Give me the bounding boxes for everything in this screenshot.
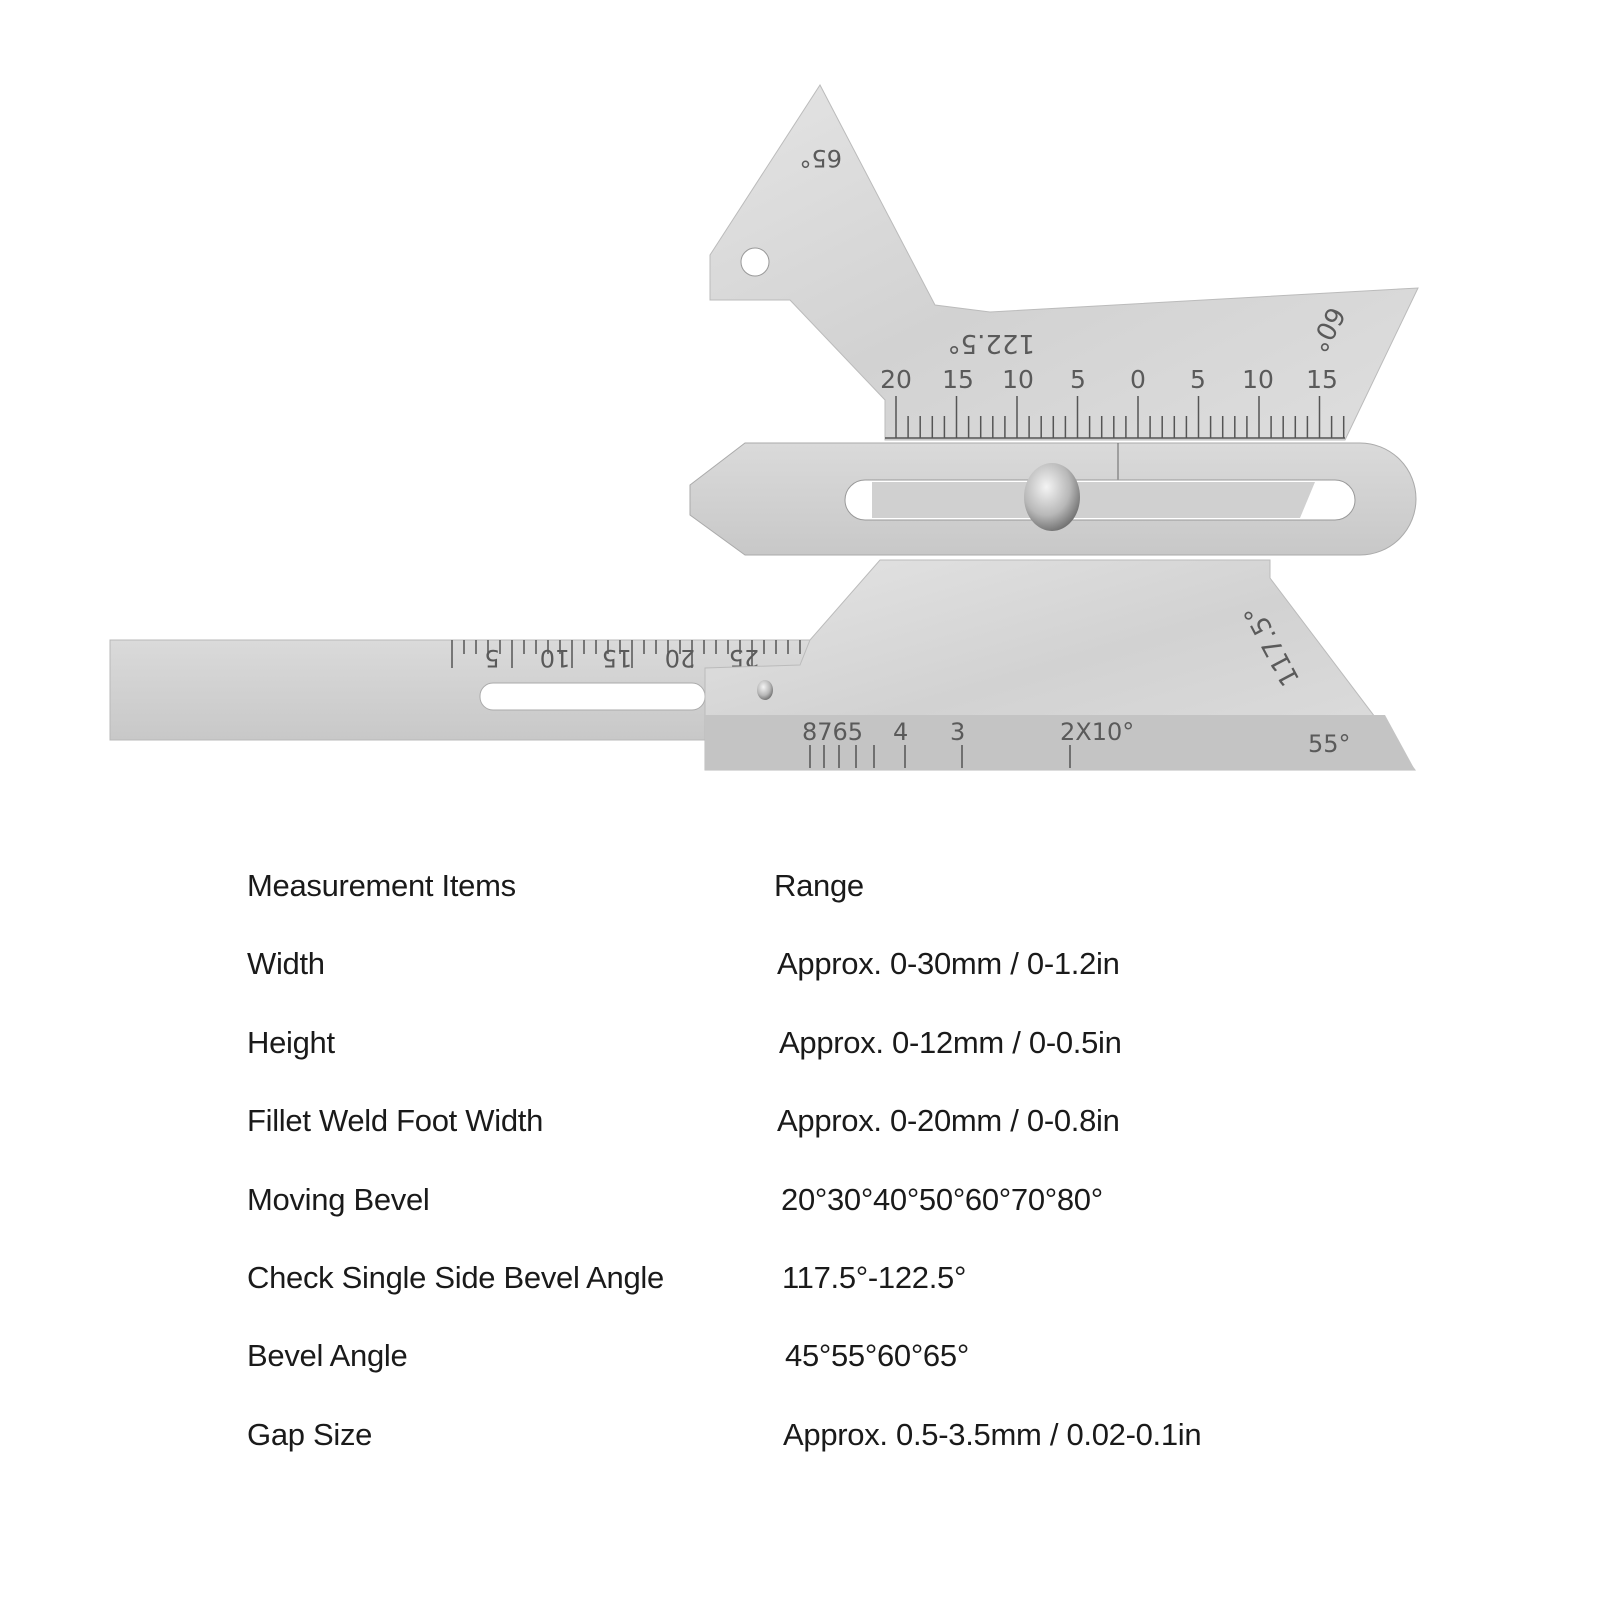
angle-65-label: 65° [799,144,842,172]
gap-scale-label: 8765 [802,718,864,746]
top-scale-label: 20 [880,365,912,394]
spec-range: Approx. 0-12mm / 0-0.5in [779,1024,1122,1060]
hang-hole [741,248,769,276]
spec-range: Approx. 0.5-3.5mm / 0.02-0.1in [783,1416,1202,1452]
spec-range: 117.5°-122.5° [782,1259,967,1295]
header-measurement-items: Measurement Items [247,868,516,903]
spec-range: 45°55°60°65° [785,1338,969,1374]
moving-bevel-slider[interactable] [690,443,1416,555]
spec-item: Moving Bevel [247,1181,430,1217]
top-scale-label: 15 [1306,365,1338,394]
left-scale-label: 5 [484,644,500,672]
angle-60-label: 60° [1302,301,1351,357]
spec-header-row [247,868,1447,946]
spec-item: Check Single Side Bevel Angle [247,1259,664,1295]
top-scale-label: 5 [1190,365,1206,394]
spec-row [247,1417,1447,1495]
spec-item: Bevel Angle [247,1338,408,1374]
spec-row [247,1182,1447,1260]
welding-gauge-photo [0,0,1601,800]
spec-item: Height [247,1024,335,1060]
angle-117-label: 117.5° [1238,599,1307,691]
spec-table [247,868,1447,1495]
spec-item: Fillet Weld Foot Width [247,1103,544,1139]
gap-scale-label: 3 [950,718,966,746]
top-scale-label: 10 [1242,365,1274,394]
lower-gauge-plate [705,560,1415,770]
angle-122-label: 122.5° [947,328,1035,358]
left-scale-label: 10 [539,644,571,672]
bevel-55-label: 55° [1308,730,1351,758]
gap-scale-label: 4 [893,718,909,746]
top-scale-label: 0 [1130,365,1146,394]
spec-row [247,1260,1447,1338]
spec-range: Approx. 0-30mm / 0-1.2in [777,946,1120,982]
top-scale-label: 5 [1070,365,1086,394]
gap-scale-label: 2X10° [1060,718,1135,746]
upper-gauge-plate [710,85,1418,440]
spec-row [247,1025,1447,1103]
header-range: Range [774,868,864,903]
spec-row [247,1103,1447,1181]
spec-row [247,1338,1447,1416]
top-scale-label: 10 [1002,365,1034,394]
spec-item: Gap Size [247,1416,373,1452]
spec-item: Width [247,946,325,982]
left-scale-label: 20 [664,644,696,672]
spec-range: Approx. 0-20mm / 0-0.8in [777,1103,1120,1139]
spec-range: 20°30°40°50°60°70°80° [781,1181,1103,1217]
top-scale-label: 15 [942,365,974,394]
lock-knob[interactable] [1024,463,1080,531]
left-scale-label: 15 [601,644,633,672]
spec-row [247,946,1447,1024]
left-scale-label: 25 [728,644,760,672]
